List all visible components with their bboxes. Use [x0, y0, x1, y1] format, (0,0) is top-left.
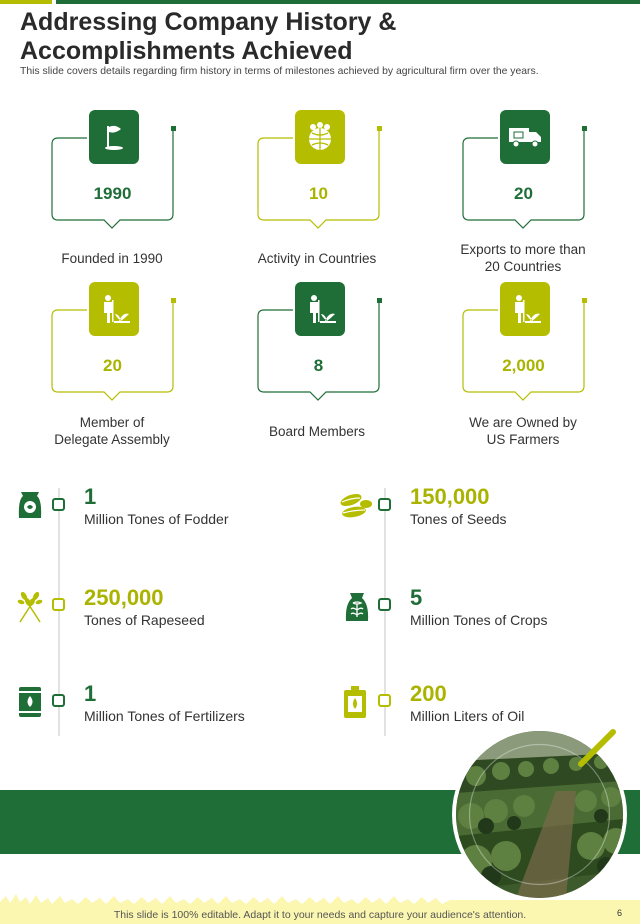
page-title: Addressing Company History & Accomplishments Achieved [20, 8, 397, 65]
stat-value: 200 [410, 681, 447, 706]
milestone-card-owners [461, 282, 586, 402]
footer-bar [0, 906, 640, 924]
stat-value: 250,000 [84, 585, 164, 610]
delivery-truck-icon [500, 110, 550, 164]
globe-people-icon [295, 110, 345, 164]
milestone-card-board [256, 282, 381, 402]
stat-label: Million Liters of Oil [410, 708, 525, 724]
page-number: 6 [616, 908, 622, 918]
timeline-node [378, 598, 391, 611]
milestone-value: 2,000 [502, 356, 545, 375]
milestone-caption: We are Owned by US Farmers [469, 415, 577, 447]
stat-value: 5 [410, 585, 423, 610]
timeline-node [52, 694, 65, 707]
fodder-sack-icon [15, 488, 45, 522]
farmer-icon [500, 282, 550, 336]
milestone-card-founded [50, 110, 175, 230]
top-accent-bar [0, 0, 640, 4]
timeline-node [52, 498, 65, 511]
page-subtitle: This slide covers details regarding firm history in terms of milestones achieved by agricultural firm over the years. [20, 66, 539, 77]
stat-value: 150,000 [410, 484, 490, 509]
farmer-icon [295, 282, 345, 336]
milestone-card-delegate [50, 282, 175, 402]
farmer-icon [89, 282, 139, 336]
milestone-caption: Exports to more than 20 Countries [460, 242, 586, 274]
footer-text: This slide is 100% editable. Adapt it to your needs and capture your audience's attention. [113, 909, 527, 921]
crop-bag-icon [342, 590, 372, 624]
oil-can-icon [341, 685, 371, 719]
timeline-node [378, 498, 391, 511]
milestone-caption: Founded in 1990 [61, 251, 163, 266]
stat-value: 1 [84, 484, 97, 509]
milestone-value: 1990 [93, 184, 132, 203]
stat-label: Tones of Rapeseed [84, 612, 205, 628]
timeline-node [52, 598, 65, 611]
milestone-value: 20 [103, 356, 122, 375]
milestone-caption: Member of Delegate Assembly [54, 415, 170, 447]
timeline-node [378, 694, 391, 707]
stat-label: Million Tones of Crops [410, 612, 548, 628]
milestone-caption: Activity in Countries [257, 251, 377, 266]
magnifier-handle [575, 724, 625, 774]
stat-label: Tones of Seeds [410, 511, 507, 527]
flag-icon [89, 110, 139, 164]
milestone-value: 8 [313, 356, 324, 375]
stat-label: Million Tones of Fodder [84, 511, 229, 527]
milestone-caption: Board Members [268, 424, 366, 439]
milestone-card-exports [461, 110, 586, 230]
milestone-value: 10 [309, 184, 328, 203]
stat-label: Million Tones of Fertilizers [84, 708, 245, 724]
milestone-card-countries [256, 110, 381, 230]
fertilizer-bag-icon [16, 685, 46, 719]
seeds-icon [338, 488, 374, 522]
stat-value: 1 [84, 681, 97, 706]
wheat-icon [14, 588, 44, 622]
milestone-value: 20 [514, 184, 533, 203]
